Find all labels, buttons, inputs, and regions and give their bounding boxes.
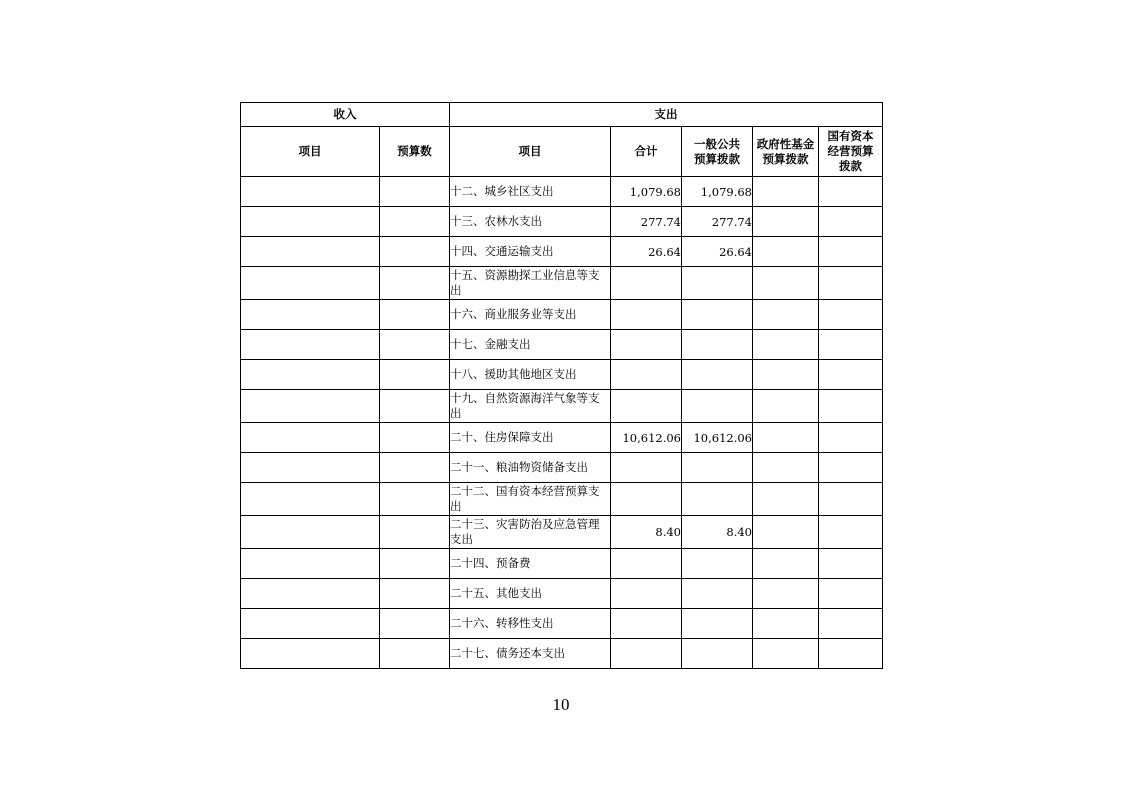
income-budget-cell xyxy=(380,237,450,267)
state-capital-cell xyxy=(819,639,883,669)
income-budget-cell xyxy=(380,330,450,360)
income-budget-cell xyxy=(380,516,450,549)
expense-item-cell: 二十二、国有资本经营预算支出 xyxy=(450,483,611,516)
header-row-top xyxy=(241,103,883,127)
expense-item-cell: 二十四、预备费 xyxy=(450,549,611,579)
gov-fund-cell xyxy=(753,207,819,237)
income-budget-cell xyxy=(380,639,450,669)
col-income-item: 项目 xyxy=(241,127,380,177)
total-cell: 10,612.06 xyxy=(611,423,682,453)
state-capital-cell xyxy=(819,237,883,267)
gov-fund-cell xyxy=(753,516,819,549)
col-general-budget: 一般公共预算拨款 xyxy=(682,127,753,177)
expense-item-cell: 二十六、转移性支出 xyxy=(450,609,611,639)
gov-fund-cell xyxy=(753,177,819,207)
gov-fund-cell xyxy=(753,267,819,300)
state-capital-cell xyxy=(819,360,883,390)
total-cell: 8.40 xyxy=(611,516,682,549)
total-cell xyxy=(611,360,682,390)
income-item-cell xyxy=(241,516,380,549)
total-cell xyxy=(611,483,682,516)
gov-fund-cell xyxy=(753,330,819,360)
general-budget-cell xyxy=(682,639,753,669)
header-expense: 支出 xyxy=(450,103,883,127)
total-cell xyxy=(611,549,682,579)
gov-fund-cell xyxy=(753,423,819,453)
income-item-cell xyxy=(241,207,380,237)
income-item-cell xyxy=(241,423,380,453)
table-row xyxy=(241,516,883,549)
table-row xyxy=(241,237,883,267)
col-expense-item: 项目 xyxy=(450,127,611,177)
header-row-columns xyxy=(241,127,883,177)
general-budget-cell: 277.74 xyxy=(682,207,753,237)
income-item-cell xyxy=(241,483,380,516)
expense-item-cell: 二十五、其他支出 xyxy=(450,579,611,609)
col-gov-fund: 政府性基金预算拨款 xyxy=(753,127,819,177)
table-row xyxy=(241,423,883,453)
col-state-capital: 国有资本经营预算拨款 xyxy=(819,127,883,177)
total-cell xyxy=(611,330,682,360)
state-capital-cell xyxy=(819,483,883,516)
total-cell xyxy=(611,453,682,483)
gov-fund-cell xyxy=(753,360,819,390)
table-row xyxy=(241,639,883,669)
general-budget-cell xyxy=(682,330,753,360)
general-budget-cell xyxy=(682,267,753,300)
total-cell xyxy=(611,267,682,300)
gov-fund-cell xyxy=(753,237,819,267)
general-budget-cell xyxy=(682,360,753,390)
income-item-cell xyxy=(241,300,380,330)
table-row xyxy=(241,609,883,639)
gov-fund-cell xyxy=(753,300,819,330)
income-budget-cell xyxy=(380,390,450,423)
income-budget-cell xyxy=(380,177,450,207)
expense-item-cell: 十三、农林水支出 xyxy=(450,207,611,237)
state-capital-cell xyxy=(819,390,883,423)
table-row xyxy=(241,330,883,360)
table-row xyxy=(241,207,883,237)
state-capital-cell xyxy=(819,453,883,483)
general-budget-cell: 8.40 xyxy=(682,516,753,549)
income-item-cell xyxy=(241,330,380,360)
total-cell xyxy=(611,300,682,330)
state-capital-cell xyxy=(819,423,883,453)
total-cell xyxy=(611,609,682,639)
income-budget-cell xyxy=(380,453,450,483)
expense-item-cell: 二十、住房保障支出 xyxy=(450,423,611,453)
expense-item-cell: 二十三、灾害防治及应急管理支出 xyxy=(450,516,611,549)
income-item-cell xyxy=(241,360,380,390)
expense-item-cell: 十四、交通运输支出 xyxy=(450,237,611,267)
general-budget-cell xyxy=(682,579,753,609)
table-row xyxy=(241,267,883,300)
state-capital-cell xyxy=(819,609,883,639)
table-row xyxy=(241,390,883,423)
income-item-cell xyxy=(241,609,380,639)
total-cell xyxy=(611,390,682,423)
expense-item-cell: 十七、金融支出 xyxy=(450,330,611,360)
income-budget-cell xyxy=(380,579,450,609)
income-item-cell xyxy=(241,639,380,669)
state-capital-cell xyxy=(819,207,883,237)
income-item-cell xyxy=(241,579,380,609)
income-budget-cell xyxy=(380,360,450,390)
income-item-cell xyxy=(241,549,380,579)
table-row xyxy=(241,300,883,330)
expense-item-cell: 二十一、粮油物资储备支出 xyxy=(450,453,611,483)
total-cell xyxy=(611,639,682,669)
gov-fund-cell xyxy=(753,639,819,669)
state-capital-cell xyxy=(819,177,883,207)
income-budget-cell xyxy=(380,267,450,300)
table-row xyxy=(241,549,883,579)
total-cell: 1,079.68 xyxy=(611,177,682,207)
general-budget-cell: 10,612.06 xyxy=(682,423,753,453)
state-capital-cell xyxy=(819,549,883,579)
expense-item-cell: 十六、商业服务业等支出 xyxy=(450,300,611,330)
total-cell: 26.64 xyxy=(611,237,682,267)
income-budget-cell xyxy=(380,207,450,237)
income-budget-cell xyxy=(380,300,450,330)
state-capital-cell xyxy=(819,300,883,330)
budget-table xyxy=(240,102,883,669)
gov-fund-cell xyxy=(753,549,819,579)
income-budget-cell xyxy=(380,549,450,579)
income-budget-cell xyxy=(380,423,450,453)
gov-fund-cell xyxy=(753,453,819,483)
header-income: 收入 xyxy=(241,103,450,127)
income-item-cell xyxy=(241,237,380,267)
general-budget-cell xyxy=(682,609,753,639)
col-total: 合计 xyxy=(611,127,682,177)
state-capital-cell xyxy=(819,516,883,549)
table-row xyxy=(241,579,883,609)
table-row xyxy=(241,177,883,207)
expense-item-cell: 十五、资源勘探工业信息等支出 xyxy=(450,267,611,300)
general-budget-cell xyxy=(682,300,753,330)
income-item-cell xyxy=(241,453,380,483)
income-budget-cell xyxy=(380,483,450,516)
state-capital-cell xyxy=(819,579,883,609)
income-item-cell xyxy=(241,177,380,207)
general-budget-cell: 1,079.68 xyxy=(682,177,753,207)
general-budget-cell: 26.64 xyxy=(682,237,753,267)
col-income-budget: 预算数 xyxy=(380,127,450,177)
income-item-cell xyxy=(241,267,380,300)
expense-item-cell: 十九、自然资源海洋气象等支出 xyxy=(450,390,611,423)
income-item-cell xyxy=(241,390,380,423)
table-row xyxy=(241,360,883,390)
total-cell xyxy=(611,579,682,609)
total-cell: 277.74 xyxy=(611,207,682,237)
gov-fund-cell xyxy=(753,483,819,516)
gov-fund-cell xyxy=(753,579,819,609)
income-budget-cell xyxy=(380,609,450,639)
state-capital-cell xyxy=(819,330,883,360)
general-budget-cell xyxy=(682,483,753,516)
gov-fund-cell xyxy=(753,609,819,639)
general-budget-cell xyxy=(682,549,753,579)
expense-item-cell: 十二、城乡社区支出 xyxy=(450,177,611,207)
general-budget-cell xyxy=(682,453,753,483)
expense-item-cell: 十八、援助其他地区支出 xyxy=(450,360,611,390)
page-number: 10 xyxy=(552,695,570,714)
table-row xyxy=(241,483,883,516)
general-budget-cell xyxy=(682,390,753,423)
gov-fund-cell xyxy=(753,390,819,423)
expense-item-cell: 二十七、债务还本支出 xyxy=(450,639,611,669)
table-row xyxy=(241,453,883,483)
state-capital-cell xyxy=(819,267,883,300)
